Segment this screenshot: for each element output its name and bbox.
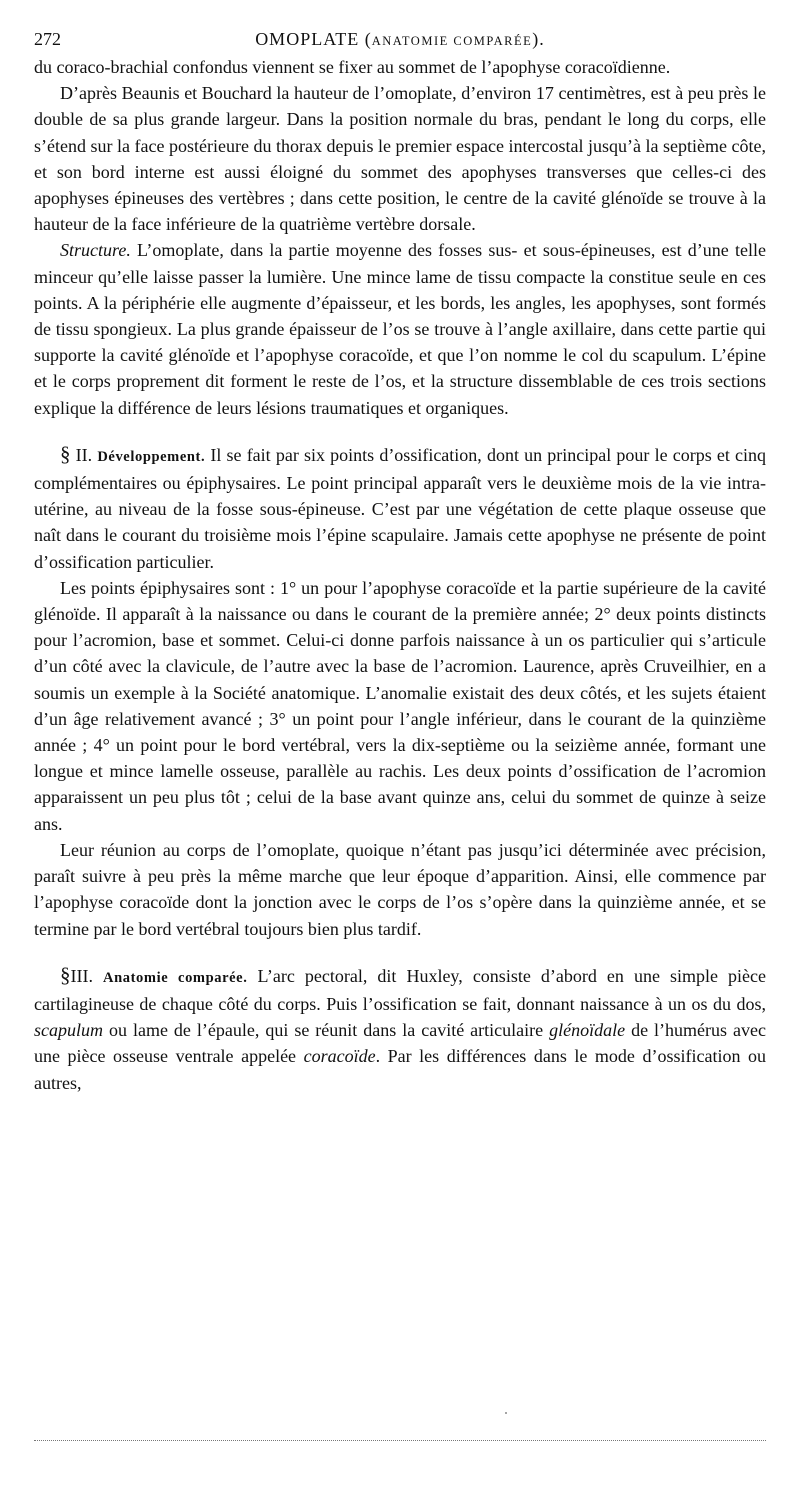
section-sign: § bbox=[60, 962, 71, 987]
paragraph-structure bbox=[34, 237, 766, 420]
section-sign: § bbox=[60, 441, 71, 466]
comparative-text-4: . Par les différences dans le mode d’ossification ou autres, bbox=[34, 1046, 766, 1093]
section-heading-development: Développement. bbox=[97, 448, 206, 465]
section-number: III. bbox=[70, 965, 93, 986]
running-title-sub: ANATOMIE COMPARÉE bbox=[371, 34, 533, 48]
comparative-text-3: de l’humérus avec une pièce osseuse ventrale appelée bbox=[34, 1020, 766, 1067]
bleed-through-rule bbox=[34, 1440, 766, 1441]
comparative-text-1: L’arc pectoral, dit Huxley, consiste d’abord en une simple pièce cartilagineuse de chaque côté du corps. Puis l’ossification se fait, donnant naissance à un os du dos, bbox=[34, 965, 767, 1014]
running-head bbox=[34, 24, 766, 54]
comparative-text-2: ou lame de l’épaule, qui se réunit dans la cavité articulaire bbox=[103, 1020, 550, 1041]
section-heading-comparative-anatomy: Anatomie comparée. bbox=[103, 969, 248, 986]
section-number: II. bbox=[75, 444, 93, 465]
term-scapulum: scapulum bbox=[34, 1020, 103, 1041]
term-glenoidale: glénoïdale bbox=[549, 1020, 626, 1041]
structure-label: Structure. bbox=[60, 240, 131, 261]
paragraph-dimensions: D’après Beaunis et Bouchard la hauteur de l’omoplate, d’environ 17 centimètres, est à peu près le double de sa plus grande largeur. Dans la position normale du bras, pendant le long du corps, elle s’étend sur la face postérieure du thorax depuis le premier espace intercostal jusqu’à la septième côte, et son bord interne est aussi éloigné du sommet des apophyses transverses que celles-ci des apophyses épineuses des vertèbres ; dans cette position, le centre de la cavité glénoïde se trouve à la hauteur de la face inférieure de la quatrième vertèbre dorsale. bbox=[34, 83, 766, 235]
structure-text: L’omoplate, dans la partie moyenne des fosses sus- et sous-épineuses, est d’une telle minceur qu’elle laisse passer la lumière. Une mince lame de tissu compacte la constitue seule en ces points. A la périphérie elle augmente d’épaisseur, et les bords, les angles, les apophyses, sont formés de tissu spongieux. La plus grande épaisseur de l’os se trouve à l’angle axillaire, dans cette partie qui supporte la cavité glénoïde et l’apophyse coracoïde, et que l’on nomme le col du scapulum. L’épine et le corps proprement dit forment le reste de l’os, et la structure dissemblable de ces trois sections explique la différence de leurs lésions traumatiques et organiques. bbox=[34, 240, 766, 418]
page-number: 272 bbox=[34, 29, 61, 49]
print-speck bbox=[505, 1412, 507, 1414]
section-comparative-anatomy-paragraph bbox=[34, 962, 766, 1096]
paragraph-epiphyseal-points: Les points épiphysaires sont : 1° un pour l’apophyse coracoïde et la partie supérieure de la cavité glénoïde. Il apparaît à la naissance ou dans le courant de la première année; 2° deux points distincts pour l’acromion, base et sommet. Celui-ci donne parfois naissance à un os particulier qui s’articule d’un côté avec la clavicule, de l’autre avec la base de l’acromion. Laurence, après Cruveilhier, en a soumis un exemple à la Société anatomique. L’anomalie existait des deux côtés, et les sujets étaient d’un âge relativement avancé ; 3° un point pour l’angle inférieur, dans le courant de la quinzième année ; 4° un point pour le bord vertébral, vers la dix-septième ou la seizième année, formant une longue et mince lamelle osseuse, parallèle au rachis. Les deux points d’ossification de l’acromion apparaissent un peu plus tôt ; celui de la base avant quinze ans, celui du sommet de quinze à seize ans. bbox=[34, 577, 766, 834]
term-coracoide: coracoïde bbox=[303, 1046, 376, 1067]
running-title-main: OMOPLATE bbox=[255, 29, 360, 49]
paragraph-fusion: Leur réunion au corps de l’omoplate, quoique n’étant pas jusqu’ici déterminée avec précision, paraît suivre à peu près la même marche que leur époque d’apparition. Ainsi, elle commence par l’apophyse coracoïde dont la jonction avec le corps de l’os s’opère dans la quinzième année, et se termine par le bord vertébral toujours bien plus tardif. bbox=[34, 839, 766, 939]
section-development-paragraph bbox=[34, 441, 766, 575]
paragraph-continuation: du coraco-brachial confondus viennent se fixer au sommet de l’apophyse coracoïdienne. bbox=[34, 57, 671, 77]
running-title: OMOPLATE (ANATOMIE COMPARÉE). bbox=[255, 29, 545, 49]
development-text: Il se fait par six points d’ossification, dont un principal pour le corps et cinq complémentaires ou épiphysaires. Le point principal apparaît vers le deuxième mois de la vie intra-utérine, au niveau de la fosse sous-épineuse. C’est par une végétation de cette plaque osseuse que naît dans le courant du troisième mois l’épine scapulaire. Jamais cette apophyse ne présente de point d’ossification particulier. bbox=[34, 444, 767, 572]
